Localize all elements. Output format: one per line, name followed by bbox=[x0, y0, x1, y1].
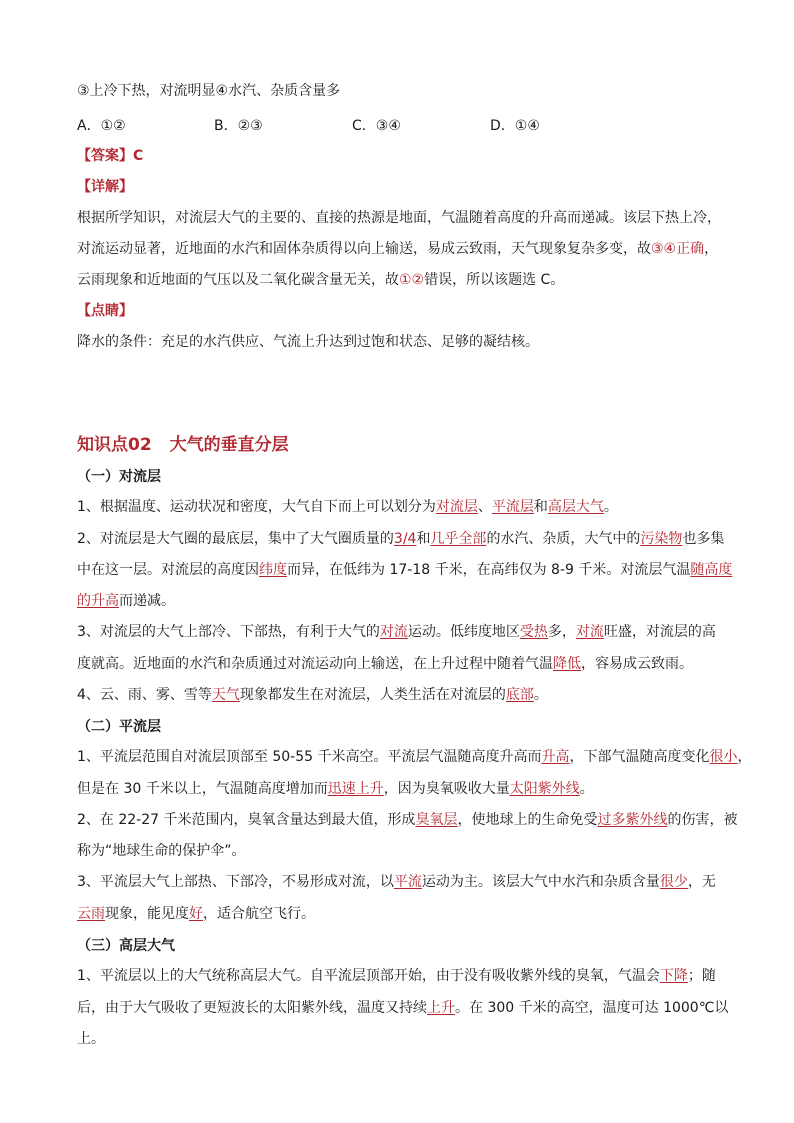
option-c: C．③④ bbox=[352, 118, 401, 134]
detail-text: 云雨现象和近地面的气压以及二氧化碳含量无关，故 bbox=[77, 272, 399, 288]
key-term: 天气 bbox=[211, 687, 240, 703]
s1-p4 bbox=[77, 685, 722, 705]
detail-line-1: 根据所学知识，对流层大气的主要的、直接的热源是地面，气温随着高度的升高而递减。该层下热上冷， bbox=[77, 210, 721, 226]
text-run: 现象都发生在对流层，人类生活在对流层的 bbox=[239, 687, 506, 703]
text-run: ，无 bbox=[687, 874, 716, 890]
key-term: 升高 bbox=[541, 749, 570, 765]
key-term: 臭氧层 bbox=[415, 812, 458, 828]
key-term: 对流层 bbox=[435, 499, 478, 515]
text-run: 现象，能见度 bbox=[105, 906, 189, 922]
text-run: 4、云、雨、雾、雪等 bbox=[77, 687, 212, 703]
s1-p1 bbox=[77, 497, 722, 517]
text-run: ；随 bbox=[687, 968, 716, 984]
subsection-title-1: （一）对流层 bbox=[77, 469, 161, 485]
text-run: 。 bbox=[579, 781, 594, 797]
detail-highlight: ③④正确 bbox=[651, 241, 705, 257]
text-run: 。在 300 千米的高空，温度可达 1000℃以 bbox=[455, 1000, 729, 1016]
text-run: 后，由于大气吸收了更短波长的太阳紫外线，温度又持续 bbox=[77, 1000, 427, 1016]
s2-p1a bbox=[77, 747, 752, 767]
subsection-title-3: （三）高层大气 bbox=[77, 938, 175, 954]
s3-p1b bbox=[77, 998, 729, 1018]
tip-label: 【点睛】 bbox=[77, 303, 133, 319]
detail-line-2 bbox=[77, 239, 722, 259]
text-run: 的伤害，被 bbox=[667, 812, 738, 828]
s3-p1a bbox=[77, 966, 722, 986]
heading-title: 大气的垂直分层 bbox=[169, 435, 289, 455]
key-term: 对流 bbox=[575, 624, 604, 640]
text-run: ，使地球上的生命免受 bbox=[457, 812, 598, 828]
text-run: 运动。低纬度地区 bbox=[407, 624, 520, 640]
key-term: 对流 bbox=[379, 624, 408, 640]
detail-line-3 bbox=[77, 270, 722, 290]
answer-line bbox=[77, 146, 722, 166]
key-term: 随高度 bbox=[690, 562, 733, 578]
key-term: 纬度 bbox=[259, 562, 287, 578]
key-term: 很小 bbox=[709, 749, 738, 765]
detail-text: 错误，所以该题选 C。 bbox=[424, 272, 565, 288]
text-run: 和 bbox=[416, 531, 431, 547]
text-run: 1、平流层以上的大气统称高层大气。自平流层顶部开始，由于没有吸收紫外线的臭氧，气温会 bbox=[77, 968, 660, 984]
key-term: 过多紫外线 bbox=[597, 812, 668, 828]
s3-p1c: 上。 bbox=[77, 1031, 105, 1047]
s1-p3a bbox=[77, 622, 722, 642]
s1-p2c bbox=[77, 591, 722, 611]
s1-p2a bbox=[77, 529, 725, 549]
answer-value: C bbox=[133, 148, 144, 164]
detail-text: 对流运动显著，近地面的水汽和固体杂质得以向上输送，易成云致雨，天气现象复杂多变，故 bbox=[77, 241, 651, 257]
s2-p3a bbox=[77, 872, 722, 892]
key-term: 云雨 bbox=[77, 906, 105, 922]
key-term: 污染物 bbox=[640, 531, 683, 547]
text-run: 、 bbox=[477, 499, 492, 515]
key-term: 迅速上升 bbox=[327, 781, 384, 797]
section-heading bbox=[77, 430, 289, 455]
key-term: 下降 bbox=[659, 968, 688, 984]
option-b: B．②③ bbox=[214, 118, 263, 134]
key-term: 几乎全部 bbox=[430, 531, 487, 547]
text-run: 多， bbox=[547, 624, 576, 640]
s1-p2b bbox=[77, 560, 733, 580]
s1-p3b bbox=[77, 654, 722, 674]
detail-text: ， bbox=[704, 241, 719, 257]
key-term: 降低 bbox=[553, 656, 581, 672]
text-run: 1、平流层范围自对流层顶部至 50-55 千米高空。平流层气温随高度升高而 bbox=[77, 749, 542, 765]
text-run: 度就高。近地面的水汽和杂质通过对流运动向上输送，在上升过程中随着气温 bbox=[77, 656, 553, 672]
text-run: ，因为臭氧吸收大量 bbox=[383, 781, 510, 797]
text-run: 也多集 bbox=[682, 531, 725, 547]
text-run: 而异，在低纬为 17-18 千米，在高纬仅为 8-9 千米。对流层气温 bbox=[287, 562, 691, 578]
key-term: 上升 bbox=[427, 1000, 455, 1016]
text-run: 。 bbox=[603, 499, 618, 515]
s2-p2a bbox=[77, 810, 738, 830]
key-term: 平流 bbox=[393, 874, 422, 890]
text-run: ， bbox=[737, 749, 752, 765]
key-term: 很少 bbox=[659, 874, 688, 890]
text-run: 和 bbox=[533, 499, 548, 515]
key-term: 受热 bbox=[519, 624, 548, 640]
heading-number: 知识点02 bbox=[77, 435, 152, 455]
text-run: 中在这一层。对流层的高度因 bbox=[77, 562, 259, 578]
text-run: 。 bbox=[533, 687, 548, 703]
subsection-title-2: （二）平流层 bbox=[77, 719, 161, 735]
key-term: 3/4 bbox=[393, 531, 417, 547]
tip-text: 降水的条件：充足的水汽供应、气流上升达到过饱和状态、足够的凝结核。 bbox=[77, 334, 539, 350]
text-run: 1、根据温度、运动状况和密度，大气自下而上可以划分为 bbox=[77, 499, 436, 515]
text-run: ，容易成云致雨。 bbox=[581, 656, 693, 672]
answer-label: 【答案】 bbox=[77, 148, 133, 164]
detail-highlight: ①② bbox=[399, 272, 425, 288]
text-run: ，适合航空飞行。 bbox=[203, 906, 315, 922]
text-run: 的水汽、杂质，大气中的 bbox=[486, 531, 641, 547]
key-term: 高层大气 bbox=[547, 499, 604, 515]
key-term: 好 bbox=[189, 906, 203, 922]
text-run: 旺盛，对流层的高 bbox=[603, 624, 716, 640]
key-term: 平流层 bbox=[491, 499, 534, 515]
key-term: 的升高 bbox=[77, 593, 119, 609]
text-run: 而递减。 bbox=[119, 593, 175, 609]
s2-p1b bbox=[77, 779, 722, 799]
text-run: ，下部气温随高度变化 bbox=[569, 749, 710, 765]
text-run: 3、对流层的大气上部冷、下部热，有利于大气的 bbox=[77, 624, 380, 640]
s2-p2b: 称为“地球生命的保护伞”。 bbox=[77, 843, 246, 859]
s2-p3b bbox=[77, 904, 722, 924]
option-d: D．①④ bbox=[490, 118, 540, 134]
text-run: 但是在 30 千米以上，气温随高度增加而 bbox=[77, 781, 328, 797]
text-run: 运动为主。该层大气中水汽和杂质含量 bbox=[421, 874, 660, 890]
key-term: 底部 bbox=[505, 687, 534, 703]
key-term: 太阳紫外线 bbox=[509, 781, 580, 797]
detail-label: 【详解】 bbox=[77, 179, 133, 195]
question-statement: ③上冷下热，对流明显④水汽、杂质含量多 bbox=[77, 83, 341, 99]
option-a: A．①② bbox=[77, 118, 126, 134]
text-run: 2、在 22-27 千米范围内，臭氧含量达到最大值，形成 bbox=[77, 812, 416, 828]
text-run: 3、平流层大气上部热、下部冷，不易形成对流，以 bbox=[77, 874, 394, 890]
text-run: 2、对流层是大气圈的最底层，集中了大气圈质量的 bbox=[77, 531, 394, 547]
